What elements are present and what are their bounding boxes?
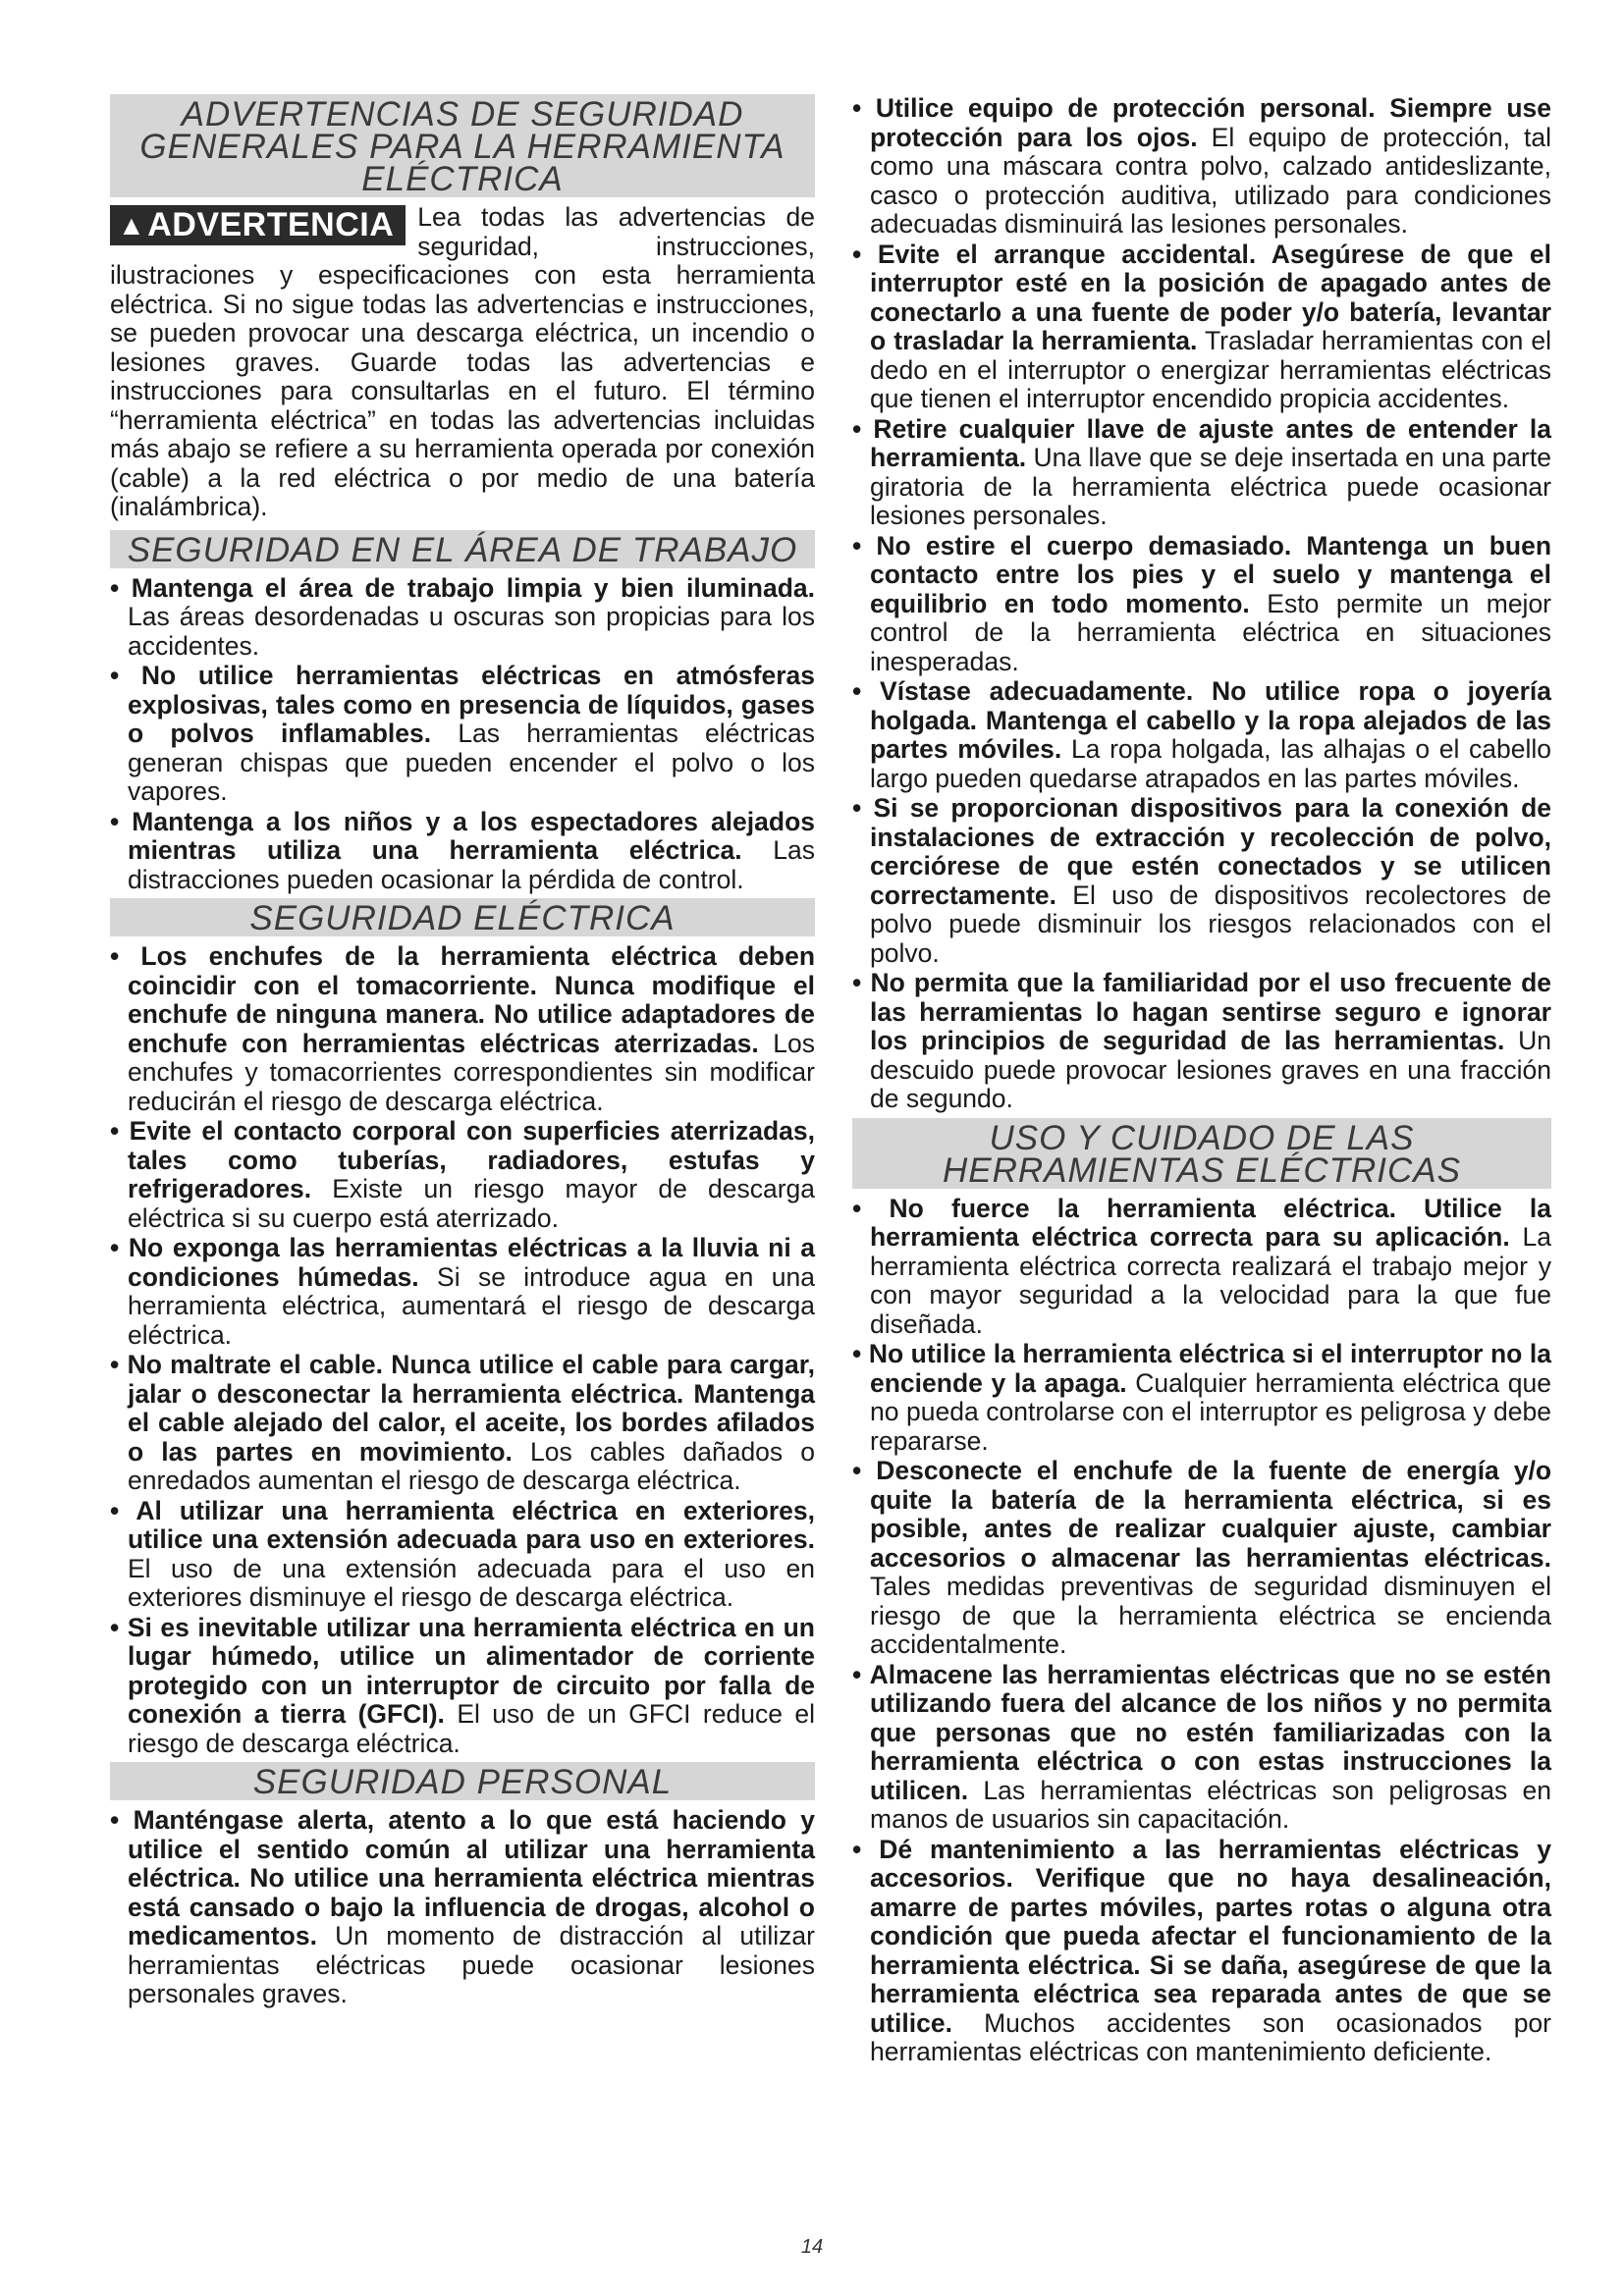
list-item bbox=[110, 1117, 815, 1233]
list-item bbox=[110, 808, 815, 895]
list-item bbox=[852, 415, 1551, 531]
personal-safety-list-continued bbox=[852, 94, 1551, 1114]
manual-page bbox=[110, 94, 1551, 2195]
item-bold: Retire cualquier llave de ajuste antes de entender la herramienta. bbox=[870, 413, 1552, 472]
item-bold: Al utilizar una herramienta eléctrica en exteriores, utilice una extensión adecuada para uso en exteriores. bbox=[128, 1495, 815, 1554]
item-text: Si se introduce agua en una herramienta eléctrica, aumentará el riesgo de descarga eléctrica. bbox=[128, 1261, 815, 1350]
list-item bbox=[110, 1351, 815, 1496]
list-item bbox=[852, 1661, 1551, 1835]
use-care-list bbox=[852, 1195, 1551, 2067]
warning-badge bbox=[110, 205, 406, 245]
item-text: El uso de dispositivos recolectores de polvo puede disminuir los riesgos relacionados con el polvo. bbox=[870, 880, 1551, 968]
item-text: Cualquier herramienta eléctrica que no pueda controlarse con el interruptor es peligrosa y debe repararse. bbox=[870, 1367, 1551, 1456]
electrical-safety-header: SEGURIDAD ELÉCTRICA bbox=[110, 898, 815, 936]
item-bold: No utilice herramientas eléctricas en atmósferas explosivas, tales como en presencia de líquidos, gases o polvos inflamables. bbox=[128, 661, 815, 748]
item-text: Las distracciones pueden ocasionar la pérdida de control. bbox=[128, 835, 816, 894]
item-bold: Desconecte el enchufe de la fuente de energía y/o quite la batería de la herramienta eléctrica, si es posible, antes de realizar cualquier ajuste, cambiar accesorios o almacenar las herramientas eléctricas. bbox=[870, 1456, 1552, 1573]
item-bold: Manténgase alerta, atento a lo que está haciendo y utilice el sentido común al utilizar una herramienta eléctrica. No utilice una herramienta eléctrica mientras está cansado o bajo la influencia de drogas, alcohol o medicamentos. bbox=[128, 1805, 815, 1950]
work-area-header: SEGURIDAD EN EL ÁREA DE TRABAJO bbox=[110, 530, 815, 568]
item-bold: No maltrate el cable. Nunca utilice el cable para cargar, jalar o desconectar la herramienta eléctrica. Mantenga el cable alejado del calor, el aceite, los bordes afilados o las partes en movimiento. bbox=[127, 1350, 816, 1467]
work-area-list bbox=[110, 574, 815, 895]
item-bold: Utilice equipo de protección personal. Siempre use protección para los ojos. bbox=[870, 93, 1552, 152]
item-bold: Si se proporcionan dispositivos para la conexión de instalaciones de extracción y recolección de polvo, cerciórese de que estén conectados y se utilicen correctamente. bbox=[870, 793, 1551, 910]
item-text: El uso de un GFCI reduce el riesgo de descarga eléctrica. bbox=[128, 1699, 815, 1758]
item-text: Tales medidas preventivas de seguridad disminuyen el riesgo de que la herramienta eléctrica se encienda accidentalmente. bbox=[870, 1572, 1551, 1659]
item-text: Muchos accidentes son ocasionados por herramientas eléctricas con mantenimiento deficiente. bbox=[870, 2007, 1551, 2066]
list-item bbox=[110, 574, 815, 662]
list-item bbox=[852, 794, 1551, 968]
warning-badge-label: ADVERTENCIA bbox=[147, 206, 395, 243]
list-item bbox=[852, 240, 1551, 414]
item-text: Un descuido puede provocar lesiones graves en una fracción de segundo. bbox=[870, 1026, 1551, 1113]
item-text: Esto permite un mejor control de la herramienta eléctrica en situaciones inesperadas. bbox=[870, 588, 1552, 676]
warning-triangle-icon: ▲ bbox=[118, 210, 146, 240]
list-item bbox=[110, 1497, 815, 1613]
left-column bbox=[110, 94, 815, 2195]
personal-safety-list bbox=[110, 1806, 815, 2009]
item-text: Las herramientas eléctricas generan chispas que pueden encender el polvo o los vapores. bbox=[128, 719, 815, 806]
list-item bbox=[110, 1234, 815, 1350]
item-bold: Si es inevitable utilizar una herramienta eléctrica en un lugar húmedo, utilice un alimentador de corriente protegido con un interruptor de circuito por falla de conexión a tierra (GFCI). bbox=[127, 1612, 815, 1729]
item-text: Las áreas desordenadas u oscuras son propicias para los accidentes. bbox=[128, 602, 815, 661]
item-text: Las herramientas eléctricas son peligrosas en manos de usuarios sin capacitación. bbox=[870, 1775, 1551, 1834]
item-text: La ropa holgada, las alhajas o el cabello largo pueden quedarse atrapados en las partes móviles. bbox=[870, 734, 1551, 793]
general-safety-header: ADVERTENCIAS DE SEGURIDAD GENERALES PARA LA HERRAMIENTA ELÉCTRICA bbox=[110, 94, 815, 197]
list-item bbox=[110, 942, 815, 1116]
list-item bbox=[852, 94, 1551, 240]
item-text: Los cables dañados o enredados aumentan el riesgo de descarga eléctrica. bbox=[128, 1436, 815, 1495]
list-item bbox=[852, 1195, 1551, 1340]
item-bold: Evite el arranque accidental. Asegúrese de que el interruptor esté en la posición de apagado antes de conectarlo a una fuente de poder y/o batería, levantar o trasladar la herramienta. bbox=[870, 239, 1551, 355]
item-bold: Mantenga el área de trabajo limpia y bien iluminada. bbox=[131, 572, 816, 603]
item-bold: Dé mantenimiento a las herramientas eléctricas y accesorios. Verifique que no haya desalineación, amarre de partes móviles, partes rotas o alguna otra condición que pueda afectar el funcionamiento de la herramienta eléctrica. Si se daña, asegúrese de que la herramienta eléctrica sea reparada antes de que se utilice. bbox=[870, 1834, 1552, 2038]
right-column bbox=[852, 94, 1551, 2195]
warning-intro bbox=[110, 203, 815, 522]
list-item bbox=[852, 1340, 1551, 1456]
list-item bbox=[852, 1457, 1551, 1660]
list-item bbox=[852, 532, 1551, 677]
item-bold: No permita que la familiaridad por el uso frecuente de las herramientas lo hagan sentirse seguro e ignorar los principios de seguridad de las herramientas. bbox=[870, 968, 1551, 1055]
list-item bbox=[852, 969, 1551, 1114]
item-bold: No estire el cuerpo demasiado. Mantenga un buen contacto entre los pies y el suelo y mantenga el equilibrio en todo momento. bbox=[870, 530, 1552, 618]
item-bold: No fuerce la herramienta eléctrica. Utilice la herramienta eléctrica correcta para su aplicación. bbox=[870, 1193, 1551, 1252]
item-text: Trasladar herramientas con el dedo en el interruptor o energizar herramientas eléctricas que tienen el interruptor encendido propicia accidentes. bbox=[870, 326, 1551, 413]
personal-safety-header: SEGURIDAD PERSONAL bbox=[110, 1762, 815, 1800]
page-number: 14 bbox=[800, 2236, 824, 2258]
item-bold: Mantenga a los niños y a los espectadores alejados mientras utiliza una herramienta eléctrica. bbox=[128, 806, 816, 865]
item-bold: Almacene las herramientas eléctricas que no se estén utilizando fuera del alcance de los niños y no permita que personas que no estén familiarizadas con la herramienta eléctrica o con estas instrucciones la utilicen. bbox=[869, 1659, 1551, 1805]
list-item bbox=[110, 662, 815, 807]
item-bold: No exponga las herramientas eléctricas a la lluvia ni a condiciones húmedas. bbox=[128, 1233, 816, 1292]
item-text: Un momento de distracción al utilizar herramientas eléctricas puede ocasionar lesiones personales graves. bbox=[128, 1921, 815, 2008]
item-bold: Vístase adecuadamente. No utilice ropa o joyería holgada. Mantenga el cabello y la ropa alejados de las partes móviles. bbox=[870, 676, 1552, 764]
electrical-safety-list bbox=[110, 942, 815, 1758]
item-text: El uso de una extensión adecuada para el uso en exteriores disminuye el riesgo de descarga eléctrica. bbox=[128, 1553, 815, 1612]
item-text: El equipo de protección, tal como una máscara contra polvo, calzado antideslizante, casco o protección auditiva, utilizado para condiciones adecuadas disminuirá las lesiones personales. bbox=[870, 122, 1551, 239]
item-bold: Los enchufes de la herramienta eléctrica deben coincidir con el tomacorriente. Nunca modifique el enchufe de ninguna manera. No utilice adaptadores de enchufe con herramientas eléctricas aterrizadas. bbox=[128, 941, 816, 1058]
list-item bbox=[852, 1836, 1551, 2067]
item-text: Existe un riesgo mayor de descarga eléctrica si su cuerpo está aterrizado. bbox=[128, 1174, 815, 1233]
item-bold: No utilice la herramienta eléctrica si el interruptor no la enciende y la apaga. bbox=[868, 1339, 1551, 1398]
item-bold: Evite el contacto corporal con superficies aterrizadas, tales como tuberías, radiadores, estufas y refrigeradores. bbox=[128, 1116, 815, 1203]
list-item bbox=[110, 1806, 815, 2009]
warning-intro-text: Lea todas las advertencias de seguridad, instrucciones, ilustraciones y especificaciones con esta herramienta eléctrica. Si no sigue todas las advertencias e instrucciones, se pueden provocar una descarga eléctrica, un incendio o lesiones graves. Guarde todas las advertencias e instrucciones para consultarlas en el futuro. El término “herramienta eléctrica” en todas las advertencias incluidas más abajo se refiere a su herramienta operada por conexión (cable) a la red eléctrica o por medio de una batería (inalámbrica). bbox=[110, 202, 815, 521]
item-text: Los enchufes y tomacorrientes correspondientes sin modificar reducirán el riesgo de descarga eléctrica. bbox=[128, 1028, 815, 1116]
item-text: Una llave que se deje insertada en una parte giratoria de la herramienta eléctrica puede ocasionar lesiones personales. bbox=[870, 443, 1551, 530]
item-text: La herramienta eléctrica correcta realizará el trabajo mejor y con mayor seguridad a la velocidad para la que fue diseñada. bbox=[870, 1222, 1551, 1339]
list-item bbox=[852, 677, 1551, 793]
list-item bbox=[110, 1614, 815, 1759]
use-care-header: USO Y CUIDADO DE LAS HERRAMIENTAS ELÉCTRICAS bbox=[852, 1118, 1551, 1189]
